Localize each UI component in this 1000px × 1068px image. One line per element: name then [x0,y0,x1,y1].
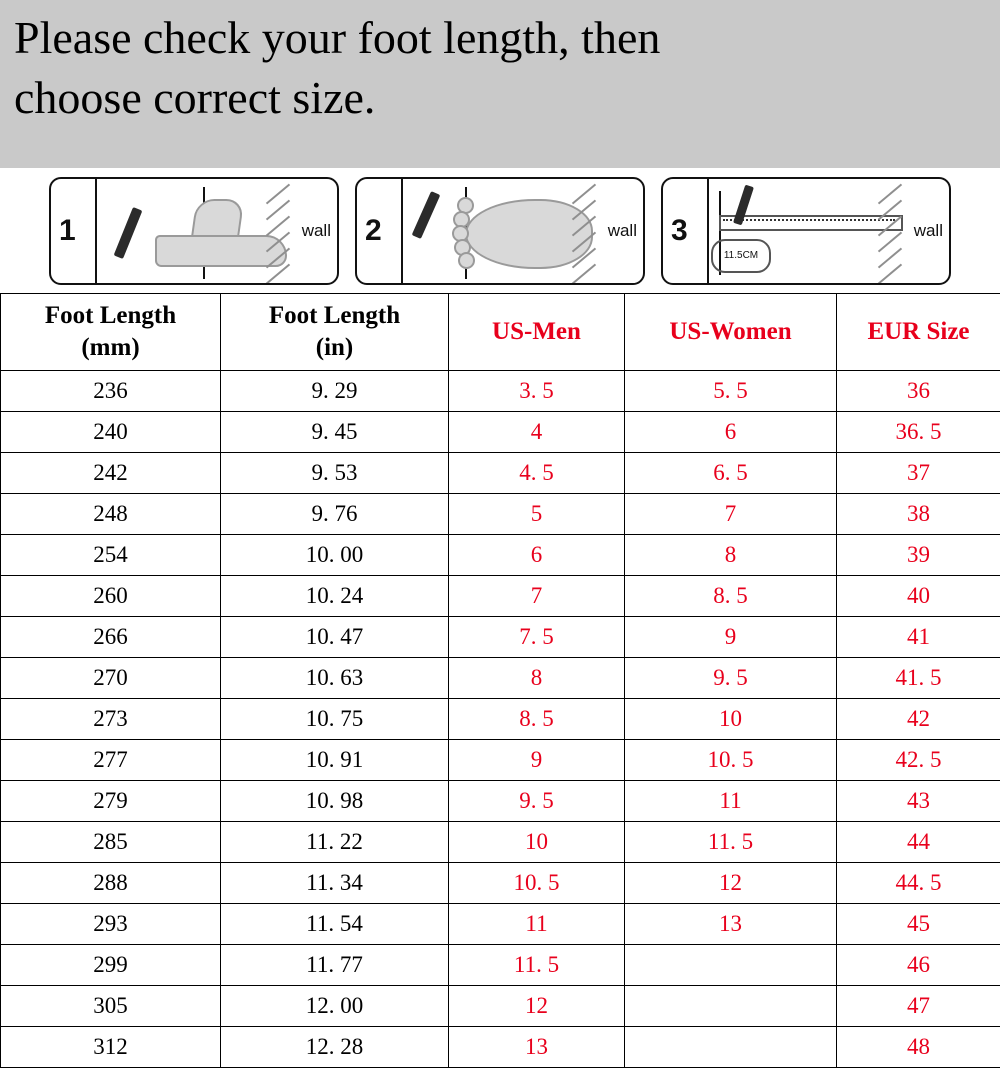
cell-us-men: 8 [449,658,625,699]
cell-us-women [625,1027,837,1068]
table-row [1,412,1000,453]
cell-us-men: 3. 5 [449,371,625,412]
cell-foot-mm: 236 [1,371,221,412]
table-row [1,740,1000,781]
step-3-divider [707,179,709,283]
cell-eur: 46 [837,945,1000,986]
cell-foot-mm: 254 [1,535,221,576]
cell-eur: 41 [837,617,1000,658]
cell-us-men: 6 [449,535,625,576]
step-1-diagram [49,177,339,285]
table-row [1,371,1000,412]
table-row [1,904,1000,945]
pencil-icon [114,207,143,259]
table-row [1,781,1000,822]
table-body [1,371,1000,1068]
table-row [1,617,1000,658]
cell-eur: 36. 5 [837,412,1000,453]
cell-us-women: 8. 5 [625,576,837,617]
cell-us-women [625,945,837,986]
cell-foot-in: 10. 75 [221,699,449,740]
header-line-2: (mm) [3,332,218,364]
cell-foot-in: 10. 00 [221,535,449,576]
measure-value-bubble: 11.5CM [711,239,771,273]
cell-eur: 36 [837,371,1000,412]
wall-hatching [877,187,903,279]
cell-eur: 45 [837,904,1000,945]
cell-us-women: 10 [625,699,837,740]
cell-us-men: 4. 5 [449,453,625,494]
cell-foot-in: 9. 29 [221,371,449,412]
step-2-wall-label: wall [608,221,637,241]
step-3-diagram [661,177,951,285]
cell-us-men: 12 [449,986,625,1027]
header-line-1: Foot Length [3,300,218,332]
cell-eur: 40 [837,576,1000,617]
cell-foot-in: 10. 91 [221,740,449,781]
toe-5 [458,252,475,269]
cell-foot-mm: 293 [1,904,221,945]
table-row [1,863,1000,904]
cell-us-men: 10 [449,822,625,863]
table-row [1,822,1000,863]
step-3-number: 3 [671,214,696,248]
page-title-line2: choose correct size. [14,68,986,128]
table-row [1,945,1000,986]
pencil-icon [412,191,441,239]
cell-foot-in: 11. 34 [221,863,449,904]
cell-eur: 43 [837,781,1000,822]
header-line-1: Foot Length [223,300,446,332]
cell-foot-mm: 240 [1,412,221,453]
cell-us-men: 11 [449,904,625,945]
cell-us-men: 13 [449,1027,625,1068]
cell-us-women: 6. 5 [625,453,837,494]
cell-foot-mm: 299 [1,945,221,986]
cell-foot-in: 10. 63 [221,658,449,699]
cell-us-women: 8 [625,535,837,576]
cell-us-women: 9 [625,617,837,658]
size-conversion-table [0,293,1000,1068]
step-1-number: 1 [59,214,84,248]
cell-eur: 37 [837,453,1000,494]
cell-us-men: 9. 5 [449,781,625,822]
cell-foot-in: 10. 24 [221,576,449,617]
wall-hatching [571,187,597,279]
cell-foot-mm: 242 [1,453,221,494]
cell-eur: 41. 5 [837,658,1000,699]
table-header-row [1,294,1000,371]
cell-foot-in: 11. 54 [221,904,449,945]
cell-us-men: 4 [449,412,625,453]
wall-hatching [265,187,291,279]
header-line-2: (in) [223,332,446,364]
table-row [1,658,1000,699]
table-row [1,494,1000,535]
cell-foot-in: 12. 28 [221,1027,449,1068]
cell-foot-in: 10. 98 [221,781,449,822]
cell-eur: 38 [837,494,1000,535]
ruler-dots [723,219,895,225]
column-header-foot-length-mm [1,294,221,371]
cell-foot-mm: 279 [1,781,221,822]
cell-eur: 39 [837,535,1000,576]
table-row [1,453,1000,494]
table-row [1,576,1000,617]
cell-foot-mm: 273 [1,699,221,740]
step-1-wall-label: wall [302,221,331,241]
cell-foot-mm: 305 [1,986,221,1027]
cell-foot-in: 12. 00 [221,986,449,1027]
cell-foot-mm: 248 [1,494,221,535]
cell-foot-mm: 266 [1,617,221,658]
cell-foot-mm: 312 [1,1027,221,1068]
table-row [1,699,1000,740]
cell-foot-in: 10. 47 [221,617,449,658]
cell-us-women [625,986,837,1027]
cell-foot-mm: 285 [1,822,221,863]
cell-foot-mm: 270 [1,658,221,699]
step-2-diagram [355,177,645,285]
column-header-us-women: US-Women [625,294,837,371]
cell-foot-in: 9. 45 [221,412,449,453]
column-header-us-men: US-Men [449,294,625,371]
cell-us-men: 8. 5 [449,699,625,740]
table-row [1,986,1000,1027]
cell-us-women: 5. 5 [625,371,837,412]
measurement-steps [0,168,1000,293]
cell-us-men: 9 [449,740,625,781]
cell-us-women: 10. 5 [625,740,837,781]
cell-eur: 44. 5 [837,863,1000,904]
step-1-divider [95,179,97,283]
column-header-eur-size: EUR Size [837,294,1000,371]
page-title-line1: Please check your foot length, then [14,8,986,68]
cell-us-women: 9. 5 [625,658,837,699]
step-2-divider [401,179,403,283]
cell-foot-mm: 277 [1,740,221,781]
cell-us-men: 7 [449,576,625,617]
cell-us-men: 7. 5 [449,617,625,658]
step-3-wall-label: wall [914,221,943,241]
table-row [1,535,1000,576]
cell-foot-mm: 260 [1,576,221,617]
cell-us-women: 13 [625,904,837,945]
column-header-foot-length-in [221,294,449,371]
header-banner [0,0,1000,168]
cell-us-men: 5 [449,494,625,535]
step-2-number: 2 [365,214,390,248]
cell-us-women: 6 [625,412,837,453]
cell-foot-in: 11. 77 [221,945,449,986]
cell-foot-in: 9. 76 [221,494,449,535]
cell-eur: 44 [837,822,1000,863]
table-row [1,1027,1000,1068]
cell-eur: 42. 5 [837,740,1000,781]
cell-foot-mm: 288 [1,863,221,904]
cell-foot-in: 11. 22 [221,822,449,863]
cell-us-men: 10. 5 [449,863,625,904]
cell-us-women: 11. 5 [625,822,837,863]
cell-us-women: 12 [625,863,837,904]
cell-eur: 47 [837,986,1000,1027]
cell-foot-in: 9. 53 [221,453,449,494]
cell-us-women: 7 [625,494,837,535]
cell-us-women: 11 [625,781,837,822]
cell-eur: 42 [837,699,1000,740]
cell-eur: 48 [837,1027,1000,1068]
cell-us-men: 11. 5 [449,945,625,986]
